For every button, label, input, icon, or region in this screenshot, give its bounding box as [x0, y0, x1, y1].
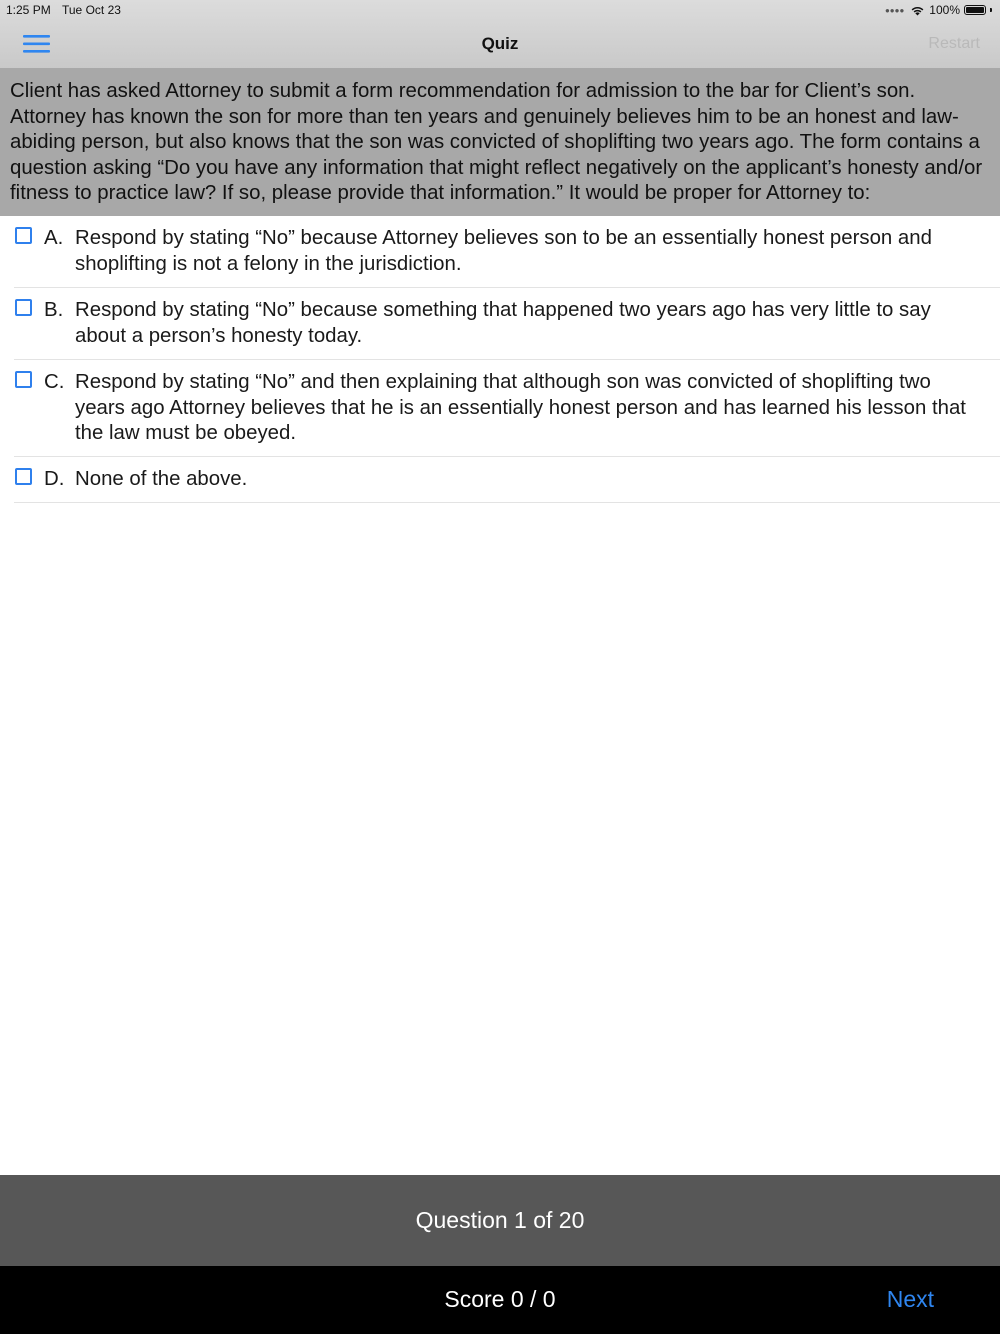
cellular-signal-icon: ●●●● — [884, 5, 905, 15]
answer-option-d[interactable] — [14, 457, 1000, 503]
battery-percentage: 100% — [929, 3, 960, 17]
score-bar — [0, 1266, 1000, 1334]
checkbox-unchecked-icon[interactable] — [15, 468, 32, 485]
page-title: Quiz — [481, 34, 519, 53]
battery-cap — [990, 8, 992, 12]
battery-icon — [964, 5, 986, 15]
checkbox-unchecked-icon[interactable] — [15, 371, 32, 388]
question-progress: Question 1 of 20 — [0, 1175, 1000, 1266]
wifi-icon — [910, 5, 925, 16]
checkbox-unchecked-icon[interactable] — [15, 227, 32, 244]
answer-letter: D. — [44, 468, 65, 490]
status-date: Tue Oct 23 — [62, 3, 121, 17]
checkbox-unchecked-icon[interactable] — [15, 299, 32, 316]
answer-letter: A. — [44, 227, 64, 249]
answer-option-a[interactable] — [14, 216, 1000, 288]
status-time: 1:25 PM — [6, 3, 51, 17]
status-indicators — [885, 3, 992, 17]
navigation-bar — [0, 20, 1000, 68]
answer-list — [0, 216, 1000, 503]
restart-button[interactable]: Restart — [928, 35, 980, 52]
answer-text: Respond by stating “No” because something that happened two years ago has very little to say about a person’s honesty today. — [75, 299, 931, 347]
answer-option-b[interactable] — [14, 288, 1000, 360]
answer-letter: C. — [44, 371, 65, 393]
answer-option-c[interactable] — [14, 360, 1000, 457]
answer-text: Respond by stating “No” and then explaining that although son was convicted of shoplifting two years ago Attorney believes that he is an essentially honest person and has learned his lesson that the law must be obeyed. — [75, 371, 966, 445]
question-text: Client has asked Attorney to submit a form recommendation for admission to the bar for Client’s son. Attorney has known the son for more than ten years and genuinely believes him to be an honest and law-abiding person, but also knows that the son was convicted of shoplifting two years ago. The form contains a question asking “Do you have any information that might reflect negatively on the applicant’s honesty and/or fitness to practice law? If so, please provide that information.” It would be proper for Attorney to: — [0, 68, 1000, 216]
score-label: Score 0 / 0 — [444, 1286, 556, 1312]
answer-text: Respond by stating “No” because Attorney believes son to be an essentially honest person and shoplifting is not a felony in the jurisdiction. — [75, 227, 932, 275]
answer-text: None of the above. — [75, 468, 248, 490]
status-bar — [0, 0, 1000, 20]
top-chrome — [0, 0, 1000, 68]
next-button[interactable]: Next — [886, 1286, 934, 1312]
answer-letter: B. — [44, 299, 64, 321]
